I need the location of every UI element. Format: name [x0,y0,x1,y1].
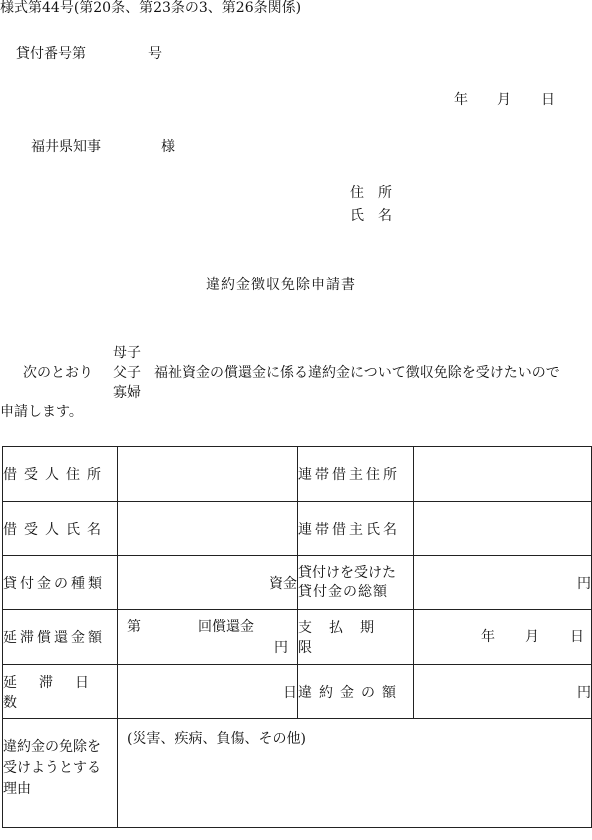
page-title: 違約金徴収免除申請書 [206,277,356,293]
option-fushi: 父子 [113,365,141,381]
joint-borrower-name-label: 連帯借主氏名 [298,502,414,556]
option-boshi: 母子 [113,345,141,361]
body-main-text: 福祉資金の償還金に係る違約金について徴収免除を受けたいので [154,365,560,381]
table-row [3,502,592,556]
joint-borrower-address-label: 連帯借主住所 [298,447,414,502]
table-row [3,610,592,665]
reason-label [3,719,118,828]
table-row [3,447,592,502]
reason-field[interactable] [118,719,592,828]
deadline-year: 年 [481,629,495,645]
borrower-address-field[interactable] [118,447,298,502]
reason-hint: (災害、疾病、負傷、その他) [127,731,306,747]
loan-type-field[interactable] [118,556,298,610]
table-row [3,556,592,610]
payment-deadline-label: 支払期限 [298,610,414,665]
loan-number-prefix: 貸付番号第 [16,46,86,62]
addressee: 福井県知事 [31,139,101,155]
installment-kai: 回償還金 [198,619,254,635]
date-day: 日 [541,92,555,108]
penalty-amount-field[interactable] [414,665,592,719]
body-continuation: 申請します。 [0,404,83,420]
form-number: 様式第44号(第20条、第23条の3、第26条関係) [0,0,302,16]
loan-total-label-line1: 貸付けを受けた [298,564,396,581]
loan-total-label [298,556,414,610]
arrears-amount-label: 延滞償還金額 [3,610,118,665]
reason-label-line3: 理由 [3,781,31,797]
yen-unit: 円 [577,575,591,592]
applicant-address-label: 住 所 [350,185,392,201]
application-table [2,446,592,828]
borrower-address-label: 借受人住所 [3,447,118,502]
payment-deadline-field[interactable] [414,610,592,665]
deadline-month: 月 [525,629,539,645]
date-year: 年 [454,92,468,108]
date-month: 月 [497,92,511,108]
loan-total-label-line2: 貸付金の総額 [298,583,388,600]
table-row [3,665,592,719]
installment-dai: 第 [127,619,141,635]
applicant-name-label: 氏 名 [350,208,392,224]
fund-unit: 資金 [269,575,297,592]
arrears-days-label: 延滞日数 [3,665,118,719]
loan-total-field[interactable] [414,556,592,610]
option-kafu: 寡婦 [113,385,141,401]
reason-label-line1: 違約金の免除を [3,739,101,755]
arrears-days-field[interactable] [118,665,298,719]
table-row [3,719,592,828]
loan-number-suffix: 号 [148,46,162,62]
arrears-yen-unit: 円 [274,640,288,656]
deadline-day: 日 [570,629,584,645]
honorific: 様 [161,139,175,155]
penalty-amount-label: 違約金の額 [298,665,414,719]
reason-label-line2: 受けようとする [3,760,101,776]
body-prefix: 次のとおり [23,365,93,381]
joint-borrower-name-field[interactable] [414,502,592,556]
penalty-yen-unit: 円 [577,684,591,701]
joint-borrower-address-field[interactable] [414,447,592,502]
arrears-amount-field[interactable] [118,610,298,665]
borrower-name-label: 借受人氏名 [3,502,118,556]
day-unit: 日 [283,684,297,701]
borrower-name-field[interactable] [118,502,298,556]
loan-type-label: 貸付金の種類 [3,556,118,610]
